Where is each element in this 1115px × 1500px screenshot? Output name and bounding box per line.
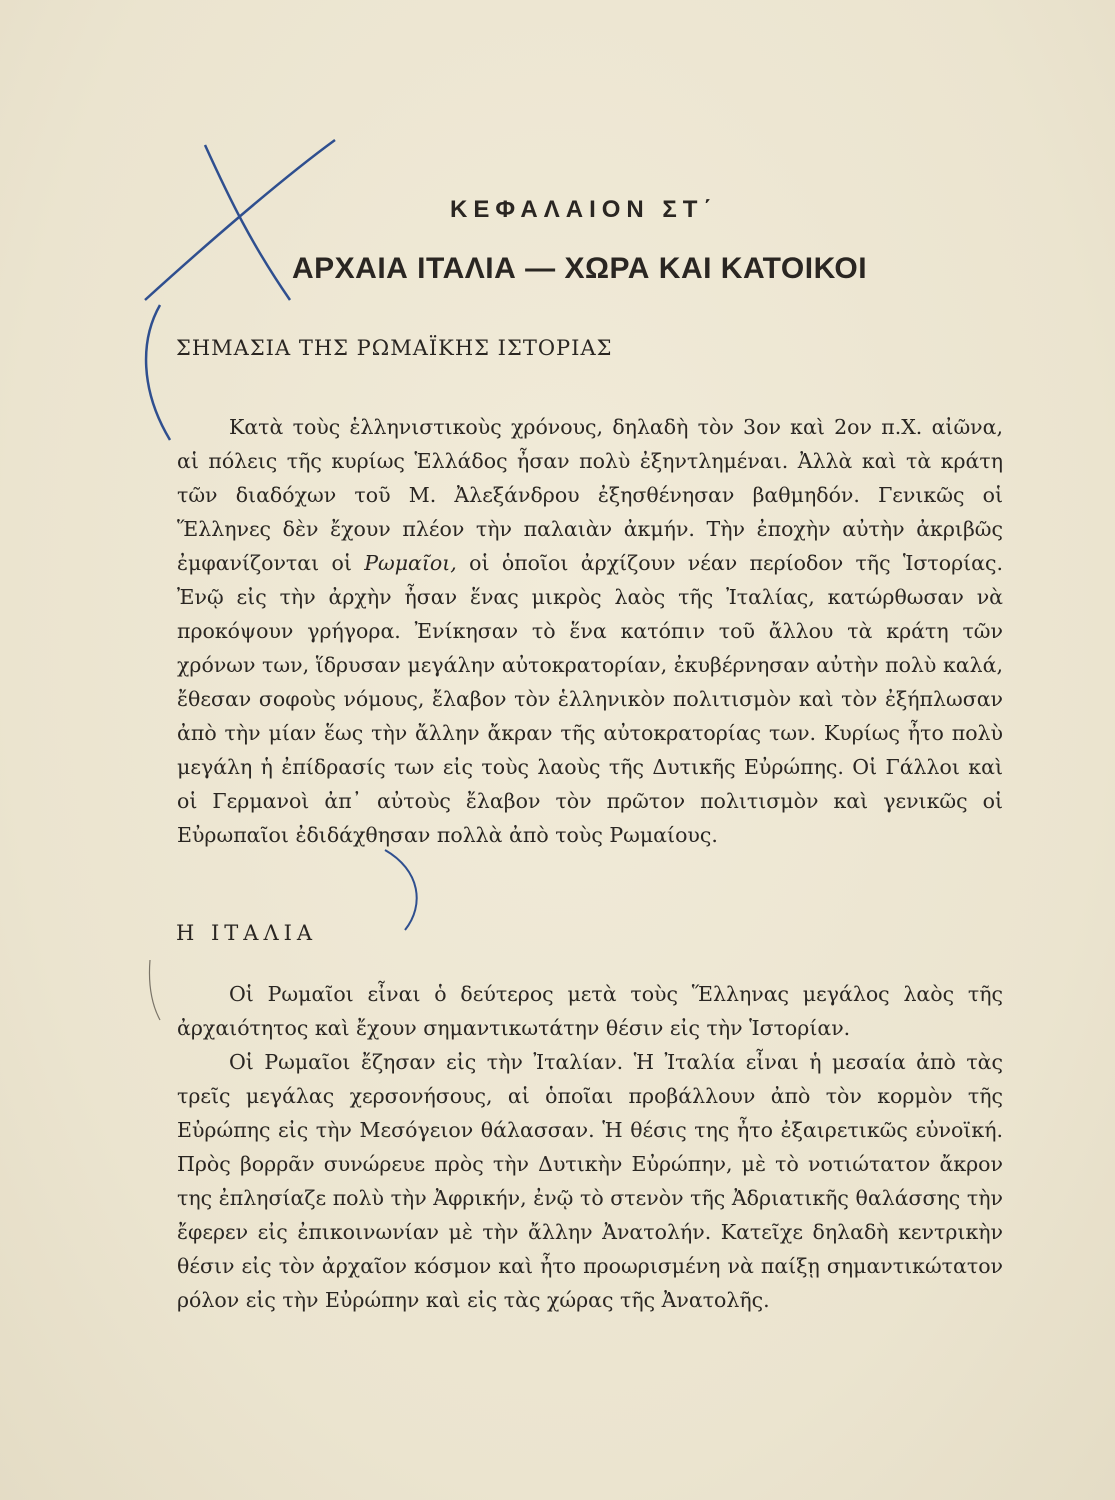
pen-side-bracket [146,305,170,440]
emphasized-term: Ρωμαῖοι, [364,551,457,575]
pencil-margin-mark [149,960,160,1020]
paragraph-italy-geography: Οἱ Ρωμαῖοι ἔζησαν εἰς τὴν Ἰταλίαν. Ἡ Ἰταλία εἶναι ἡ μεσαία ἀπὸ τὰς τρεῖς μεγάλας χερσονήσους, αἱ ὁποῖαι προβάλλουν ἀπὸ τὸν κορμὸν τῆς Εὐρώπης εἰς τὴν Μεσόγειον θάλασσαν. Ἡ θέσις της ἦτο ἐξαιρετικῶς εὐνοϊκή. Πρὸς βορρᾶν συνώρευε πρὸς τὴν Δυτικὴν Εὐρώπην, μὲ τὸ νοτιώτατον ἄκρον της ἐπλησίαζε πολὺ τὴν Ἀφρικήν, ἐνῷ τὸ στενὸν τῆς Ἀδριατικῆς θαλάσσης τὴν ἔφερεν εἰς ἐπικοινωνίαν μὲ τὴν ἄλλην Ἀνατολήν. Κατεῖχε δηλαδὴ κεντρικὴν θέσιν εἰς τὸν ἀρχαῖον κόσμον καὶ ἦτο προωρισμένη νὰ παίξῃ σημαντικώτατον ρόλον εἰς τὴν Εὐρώπην καὶ εἰς τὰς χώρας τῆς Ἀνατολῆς. [177,1050,1003,1312]
section-heading-significance: ΣΗΜΑΣΙΑ ΤΗΣ ΡΩΜΑΪΚΗΣ ΙΣΤΟΡΙΑΣ [176,336,613,360]
paragraph-significance [177,410,1003,852]
pen-end-bracket [385,850,417,930]
paragraph-text: οἱ ὁποῖοι ἀρχίζουν νέαν περίοδον τῆς Ἱστορίας. Ἐνῷ εἰς τὴν ἀρχὴν ἦσαν ἕνας μικρὸς λαὸς τῆς Ἰταλίας, κατώρθωσαν νὰ προκόψουν γρήγορα. Ἐνίκησαν τὸ ἕνα κατόπιν τοῦ ἄλλου τὰ κράτη τῶν χρόνων των, ἵδρυσαν μεγάλην αὐτοκρατορίαν, ἐκυβέρνησαν αὐτὴν πολὺ καλά, ἔθεσαν σοφοὺς νόμους, ἔλαβον τὸν ἑλληνικὸν πολιτισμὸν καὶ τὸν ἐξήπλωσαν ἀπὸ τὴν μίαν ἕως τὴν ἄλλην ἄκραν τῆς αὐτοκρατορίας των. Κυρίως ἦτο πολὺ μεγάλη ἡ ἐπίδρασίς των εἰς τοὺς λαοὺς τῆς Δυτικῆς Εὐρώπης. Οἱ Γάλλοι καὶ οἱ Γερμανοὶ ἀπ᾽ αὐτοὺς ἔλαβον τὸν πρῶτον πολιτισμὸν καὶ γενικῶς οἱ Εὐρωπαῖοι ἐδιδάχθησαν πολλὰ ἀπὸ τοὺς Ρωμαίους. [177,551,1004,847]
chapter-label: ΚΕΦΑΛΑΙΟΝ ΣΤ΄ [450,196,718,223]
paragraph-text: Κατὰ τοὺς ἑλληνιστικοὺς χρόνους, δηλαδὴ τὸν 3ον καὶ 2ον π.Χ. αἰῶνα, αἱ πόλεις τῆς κυρίως Ἑλλάδος ἦσαν πολὺ ἐξηντλημέναι. Ἀλλὰ καὶ τὰ κράτη τῶν διαδόχων τοῦ Μ. Ἀλεξάνδρου ἐξησθένησαν βαθμηδόν. Γενικῶς οἱ Ἕλληνες δὲν ἔχουν πλέον τὴν παλαιὰν ἀκμήν. Τὴν ἐποχὴν αὐτὴν ἀκριβῶς ἐμφανίζονται οἱ [177,415,1003,575]
section-heading-italy: Η ΙΤΑΛΙΑ [176,921,318,945]
chapter-title: ΑΡΧΑΙΑ ΙΤΑΛΙΑ — ΧΩΡΑ ΚΑΙ ΚΑΤΟΙΚΟΙ [292,252,868,285]
pen-cross-mark [205,145,290,300]
paragraph-romans-intro: Οἱ Ρωμαῖοι εἶναι ὁ δεύτερος μετὰ τοὺς Ἕλληνας μεγάλος λαὸς τῆς ἀρχαιότητος καὶ ἔχουν σημαντικωτάτην θέσιν εἰς τὴν Ἱστορίαν. [177,982,1003,1040]
